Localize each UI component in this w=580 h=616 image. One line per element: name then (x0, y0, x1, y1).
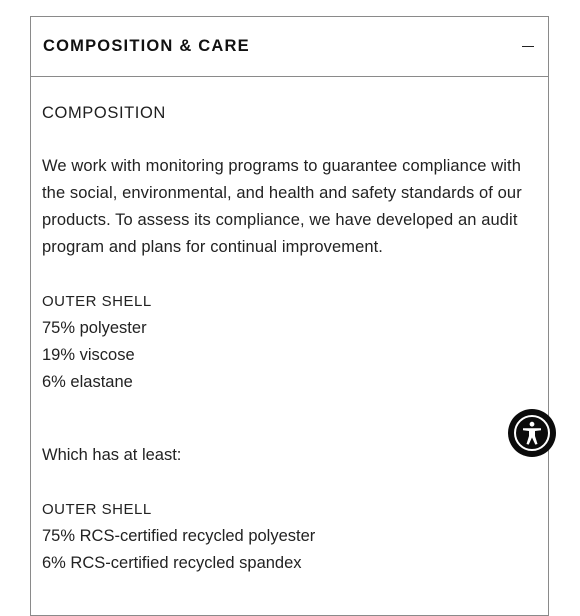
composition-care-accordion (30, 16, 549, 616)
certified-material-item: 6% RCS-certified recycled spandex (42, 554, 302, 572)
certified-material-item: 75% RCS-certified recycled polyester (42, 527, 316, 545)
certified-outer-shell-group (42, 497, 537, 577)
certified-note: Which has at least: (42, 446, 182, 464)
certified-outer-shell-heading: OUTER SHELL (42, 501, 152, 518)
outer-shell-group (42, 289, 537, 396)
material-item: 19% viscose (42, 346, 135, 364)
material-item: 6% elastane (42, 373, 133, 391)
accessibility-button[interactable] (508, 409, 556, 457)
composition-description: We work with monitoring programs to guarantee compliance with the social, environmental, and health and safety standards of our products. To assess its compliance, we have developed an audit program and plans for continual improvement. (42, 157, 522, 256)
accordion-header[interactable] (31, 17, 548, 77)
accordion-title: COMPOSITION & CARE (43, 37, 250, 55)
accessibility-figure-icon (521, 421, 543, 445)
accordion-content (31, 103, 548, 577)
material-item: 75% polyester (42, 319, 147, 337)
minus-icon[interactable] (522, 46, 534, 47)
accessibility-icon (514, 415, 550, 451)
composition-heading: COMPOSITION (42, 104, 166, 122)
outer-shell-heading: OUTER SHELL (42, 293, 152, 310)
